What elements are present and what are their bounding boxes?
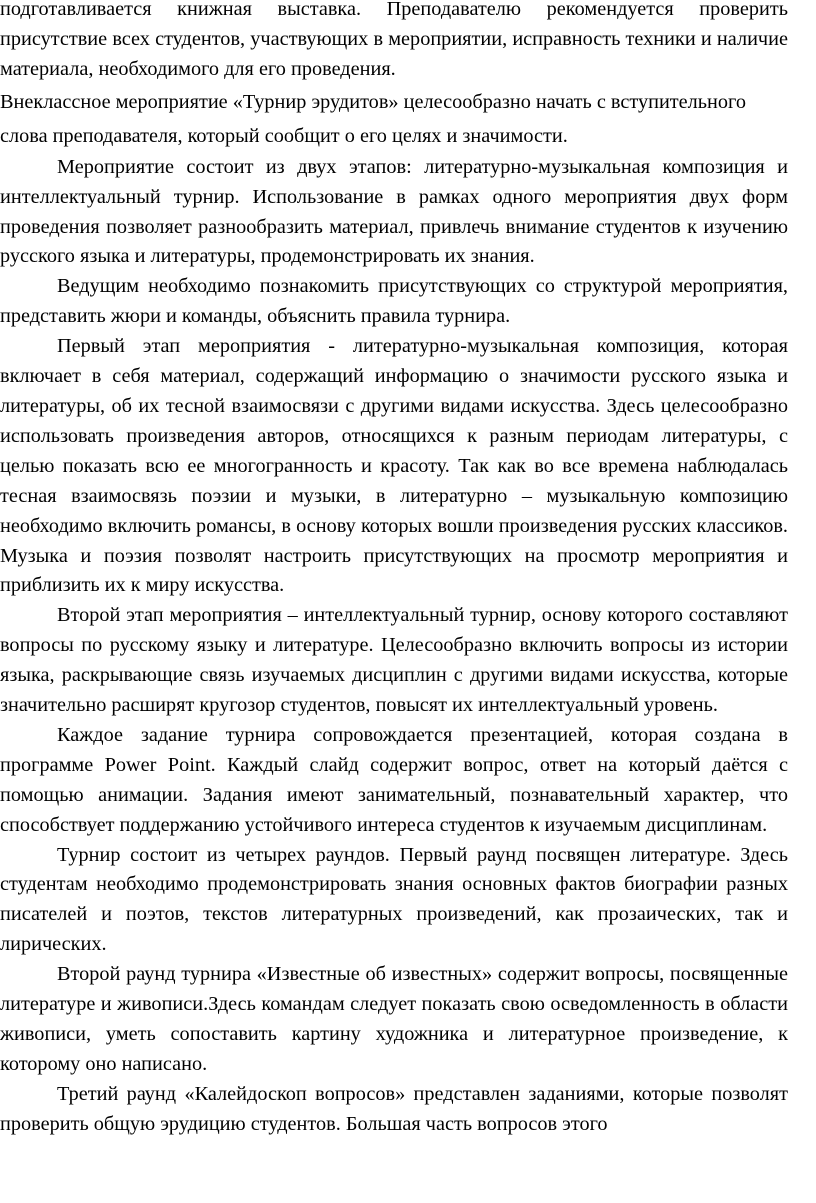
paragraph-3: Мероприятие состоит из двух этапов: литературно-музыкальная композиция и интеллектуальный турнир. Использование в рамках одного мероприятия двух форм проведения позволяет разнообразить материал, привлечь внимание студентов к изучению русского языка и литературы, продемонстрировать их знания. — [0, 155, 788, 268]
paragraph-9: Второй раунд турнира «Известные об известных» содержит вопросы, посвященные литературе и живописи.Здесь командам следует показать свою осведомленность в области живописи, уметь сопоставить картину художника и литературное произведение, к которому оно написано. — [0, 963, 788, 1075]
paragraph-6: Второй этап мероприятия – интеллектуальный турнир, основу которого составляют вопросы по русскому языку и литературе. Целесообразно включить вопросы из истории языка, раскрывающие связь изучаемых дисциплин с другими видами искусства, которые значительно расширят кругозор студентов, повысят их интеллектуальный уровень. — [0, 604, 788, 717]
paragraph-10: Третий раунд «Калейдоскоп вопросов» представлен заданиями, которые позволят проверить общую эрудицию студентов. Большая часть вопросов этого — [0, 1082, 788, 1135]
paragraph-8: Турнир состоит из четырех раундов. Первый раунд посвящен литературе. Здесь студентам необходимо продемонстрировать знания основных фактов биографии разных писателей и поэтов, текстов литературных произведений, как прозаических, так и лирических. — [0, 843, 788, 956]
paragraph-7: Каждое задание турнира сопровождается презентацией, которая создана в программе Power Point. Каждый слайд содержит вопрос, ответ на который даётся с помощью анимации. Задания имеют занимательный, познавательный характер, что способствует поддержанию устойчивого интереса студентов к изучаемым дисциплинам. — [0, 723, 788, 836]
paragraph-4: Ведущим необходимо познакомить присутствующих со структурой мероприятия, представить жюри и команды, объяснить правила турнира. — [0, 275, 788, 328]
paragraph-5: Первый этап мероприятия - литературно-музыкальная композиция, которая включает в себя материал, содержащий информацию о значимости русского языка и литературы, об их тесной взаимосвязи с другими видами искусства. Здесь целесообразно использовать произведения авторов, относящихся к разным периодам литературы, с целью показать всю ее многогранность и красоту. Так как во все времена наблюдалась тесная взаимосвязь поэзии и музыки, в литературно – музыкальную композицию необходимо включить романсы, в основу которых вошли произведения русских классиков. Музыка и поэзия позволят настроить присутствующих на просмотр мероприятия и приблизить их к миру искусства. — [0, 335, 788, 597]
paragraph-2: Внеклассное мероприятие «Турнир эрудитов» целесообразно начать с вступительного слова преподавателя, который сообщит о его целях и значимости. — [0, 90, 746, 147]
paragraph-1: подготавливается книжная выставка. Преподавателю рекомендуется проверить присутствие всех студентов, участвующих в мероприятии, исправность техники и наличие материала, необходимого для его проведения. — [0, 0, 788, 80]
